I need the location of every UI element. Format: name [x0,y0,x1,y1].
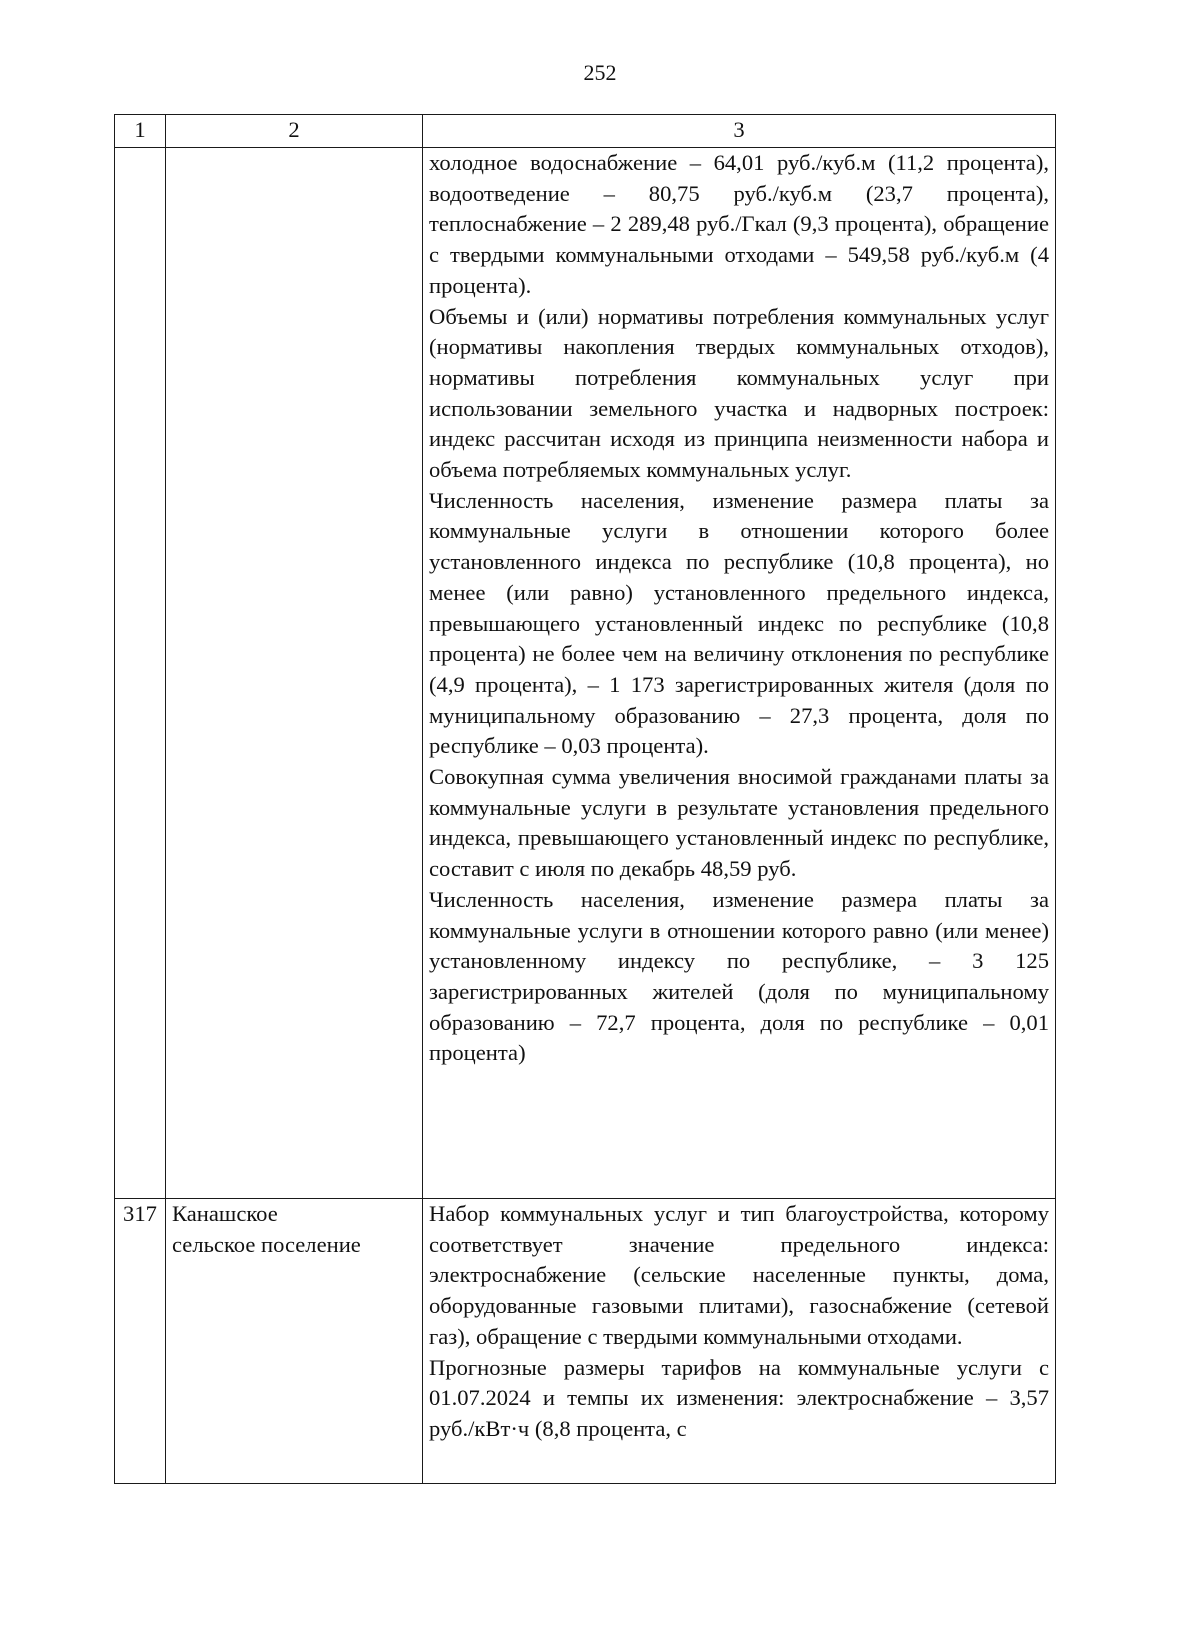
header-col-3: 3 [423,115,1056,148]
paragraph: Набор коммунальных услуг и тип благоустройства, которому соответствует значение предельного индекса: электроснабжение (сельские населенные пункты, дома, оборудованные газовыми плитами), газоснабжение (сетевой газ), обращение с твердыми коммунальными отходами. [429,1201,1049,1349]
row-number-cell [115,148,166,1199]
settlement-name-line: сельское поселение [172,1231,361,1257]
settlement-name-cell [166,1199,423,1484]
paragraph: Совокупная сумма увеличения вносимой гражданами платы за коммунальные услуги в результате установления предельного индекса, превышающего установленный индекс по республике, составит с июля по декабрь 48,59 руб. [429,764,1049,882]
header-col-2: 2 [166,115,423,148]
paragraph: холодное водоснабжение – 64,01 руб./куб.м (11,2 процента), водоотведение – 80,75 руб./куб.м (23,7 процента), теплоснабжение – 2 289,48 руб./Гкал (9,3 процента), обращение с твердыми коммунальными отходами – 549,58 руб./куб.м (4 процента). [429,150,1049,298]
paragraph: Численность населения, изменение размера платы за коммунальные услуги в отношении которого более установленного индекса по республике (10,8 процента), но менее (или равно) установленного предельного индекса, превышающего установленный индекс по республике (10,8 процента) не более чем на величину отклонения по республике (4,9 процента), – 1 173 зарегистрированных жителя (доля по муниципальному образованию – 27,3 процента, доля по республике – 0,03 процента). [429,487,1049,759]
row-number-cell: 317 [115,1199,166,1484]
paragraph: Прогнозные размеры тарифов на коммунальные услуги с 01.07.2024 и темпы их изменения: электроснабжение – 3,57 руб./кВт·ч (8,8 процента, с [429,1354,1049,1441]
settlement-name-cell [166,148,423,1199]
table-row [115,1199,1056,1484]
settlement-name-line: Канашское [172,1201,278,1226]
header-col-1: 1 [115,115,166,148]
document-table [114,114,1056,1484]
description-cell [423,1199,1056,1484]
table-header-row [115,115,1056,148]
paragraph: Численность населения, изменение размера платы за коммунальные услуги в отношении которого равно (или менее) установленному индексу по республике, – 3 125 зарегистрированных жителей (доля по муниципальному образованию – 72,7 процента, доля по республике – 0,01 процента) [429,886,1049,1066]
paragraph: Объемы и (или) нормативы потребления коммунальных услуг (нормативы накопления твердых коммунальных отходов), нормативы потребления коммунальных услуг при использовании земельного участка и надворных построек: индекс рассчитан исходя из принципа неизменности набора и объема потребляемых коммунальных услуг. [429,303,1049,483]
page-number: 252 [583,60,617,85]
table-row [115,148,1056,1199]
description-cell [423,148,1056,1199]
